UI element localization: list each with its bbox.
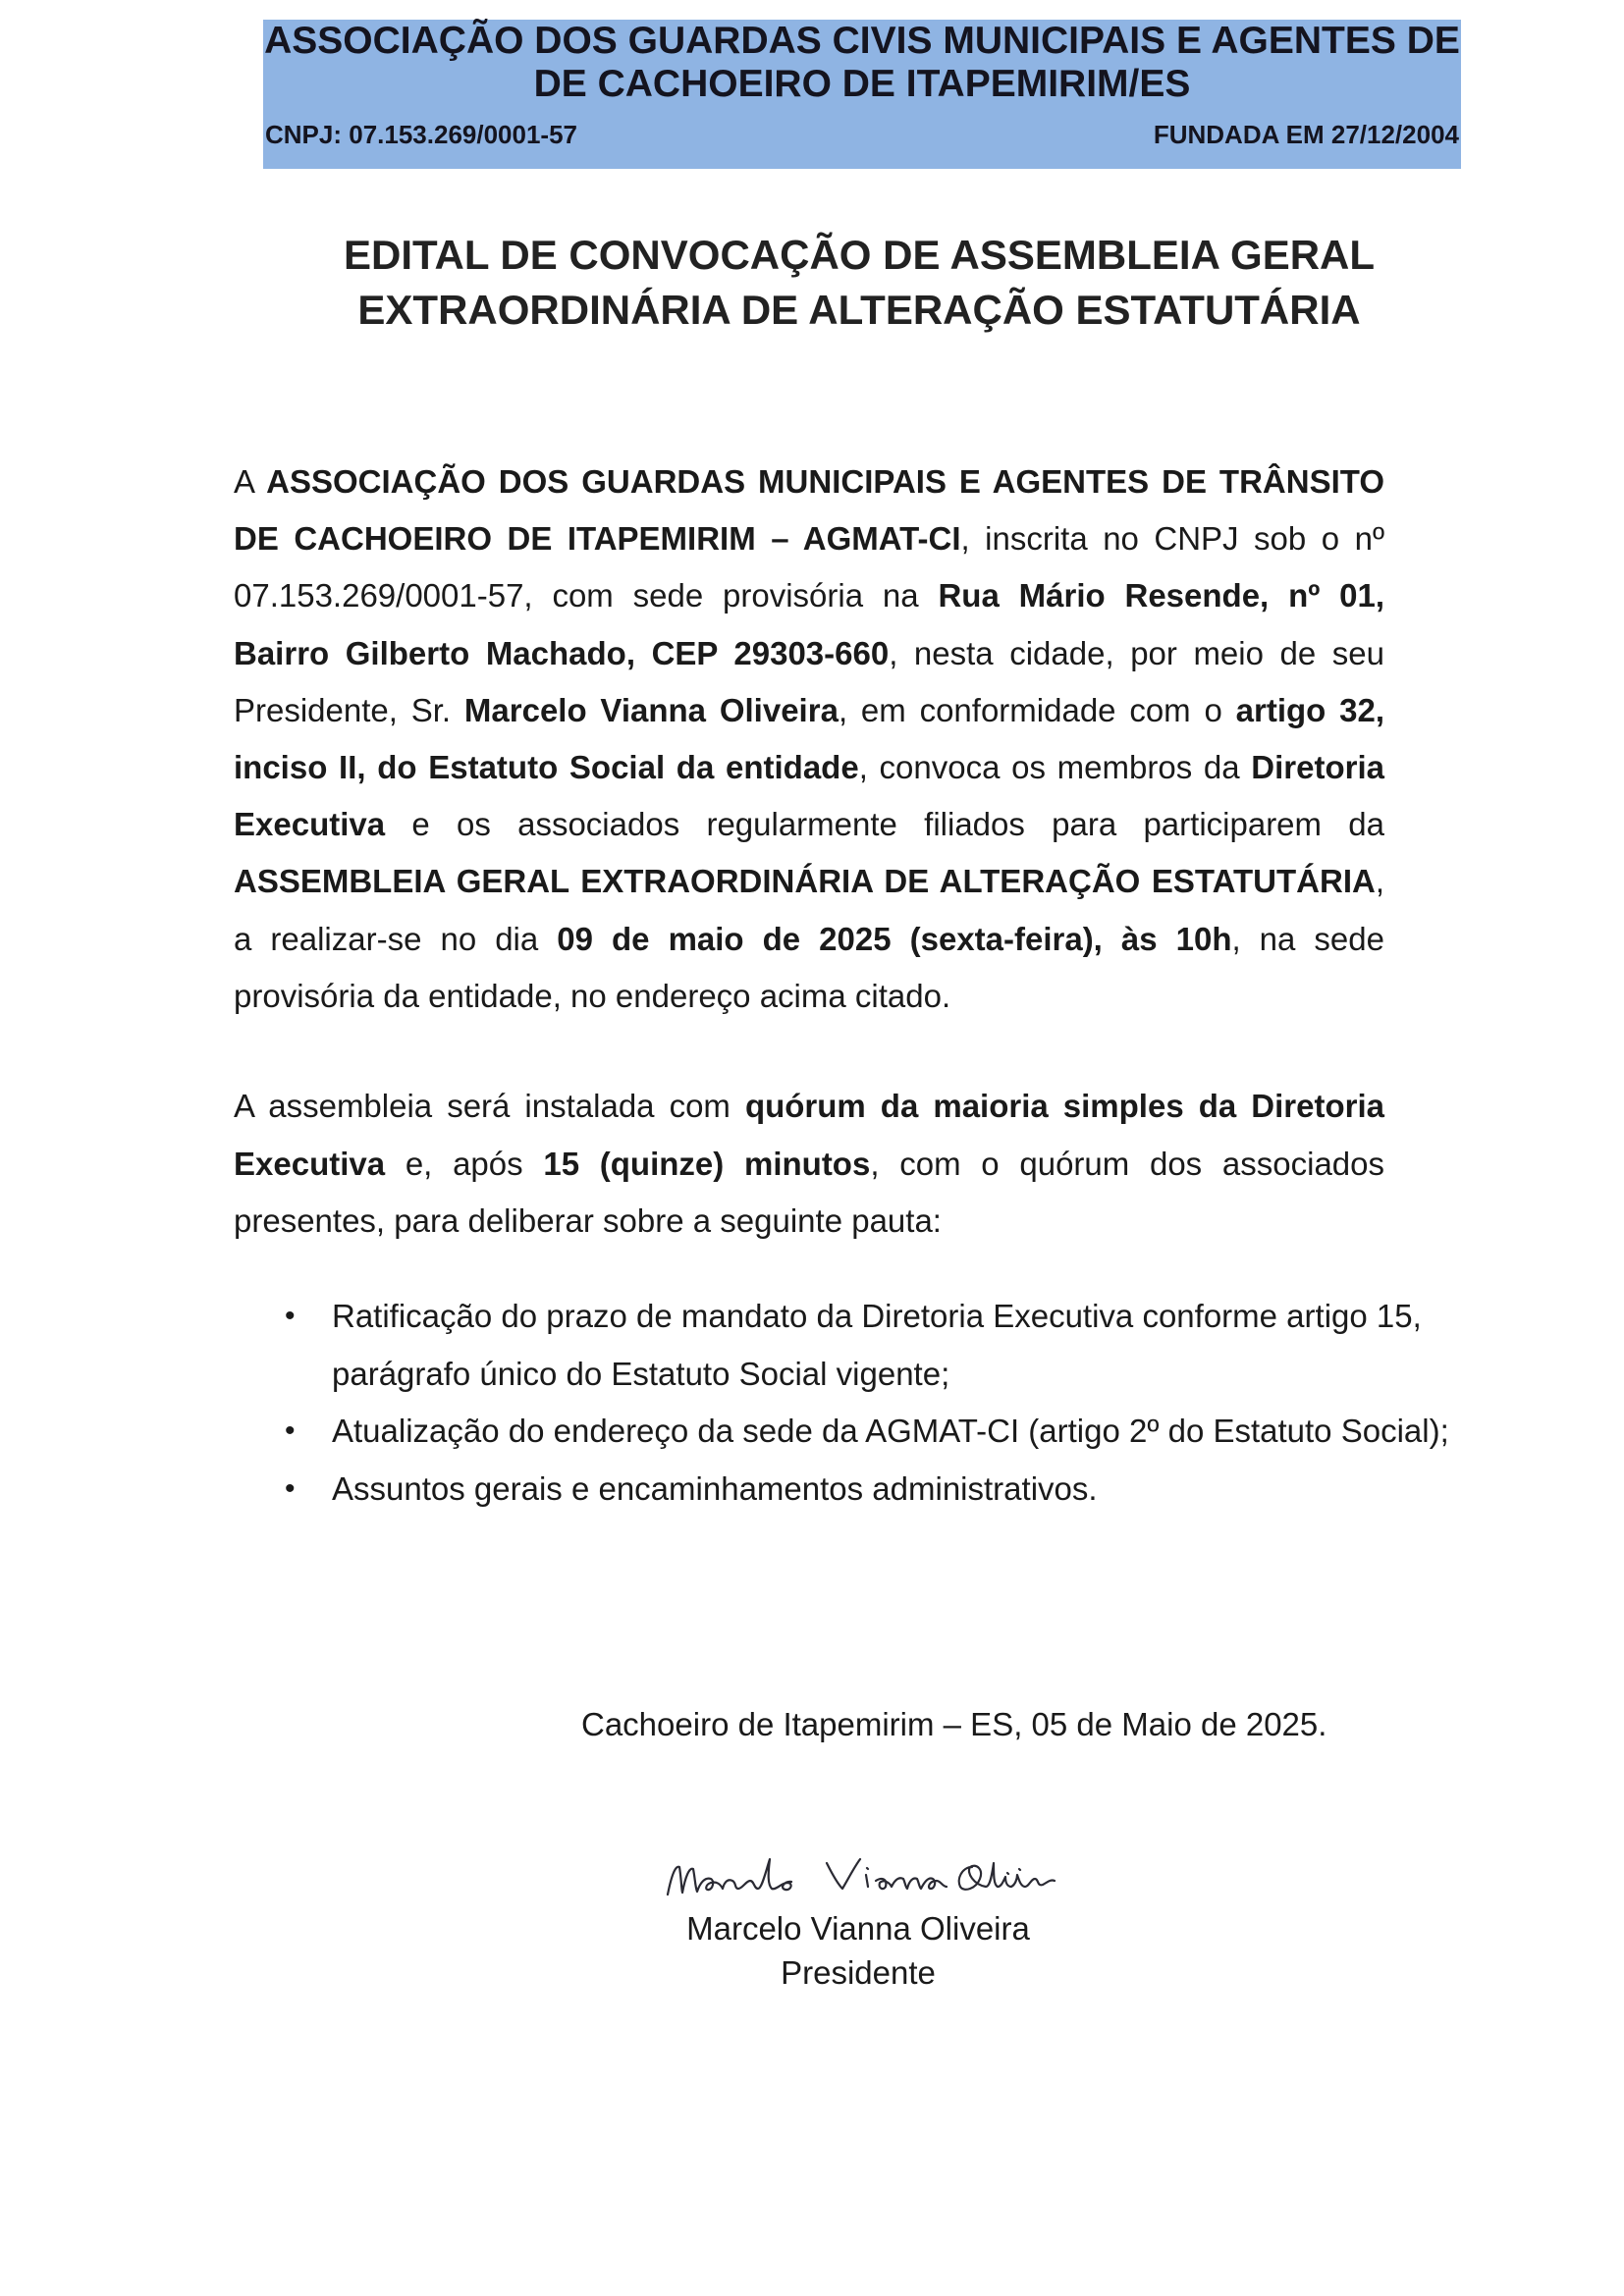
body-text: , convoca os membros da [858, 749, 1252, 786]
body-text: A assembleia será instalada com [234, 1088, 745, 1124]
emphasized-text: quórum da maioria simples da Diretoria Executiva [234, 1088, 1384, 1182]
emphasized-text: ASSOCIAÇÃO DOS GUARDAS MUNICIPAIS E AGENTES DE TRÂNSITO DE CACHOEIRO DE ITAPEMIRIM – AGMAT-CI [234, 463, 1384, 558]
emphasized-text: Rua Mário Resende, nº 01, Bairro Gilberto Machado, CEP 29303-660 [234, 577, 1384, 671]
agenda-item [234, 1461, 1608, 1519]
body-text: e os associados regularmente filiados para participarem da [385, 806, 1384, 843]
quorum-paragraph [234, 1078, 1384, 1251]
body-text: , nesta cidade, por meio de seu Presidente, Sr. [234, 634, 1384, 728]
emphasized-text: Diretoria Executiva [234, 749, 1384, 843]
document-title-line-1: EDITAL DE CONVOCAÇÃO DE ASSEMBLEIA GERAL [343, 232, 1376, 278]
body-text: , na sede provisória da entidade, no endereço acima citado. [234, 920, 1384, 1014]
header-banner [263, 20, 1461, 169]
body-text: , inscrita no CNPJ sob o nº 07.153.269/0001-57, com sede provisória na [234, 520, 1384, 614]
organization-name: ASSOCIAÇÃO DOS GUARDAS CIVIS MUNICIPAIS E AGENTES DE DE CACHOEIRO DE ITAPEMIRIM/ES [264, 20, 1460, 105]
emphasized-text: Marcelo Vianna Oliveira [463, 691, 839, 728]
emphasized-text: 15 (quinze) minutos [543, 1145, 871, 1182]
signer-name: Marcelo Vianna Oliveira [686, 1910, 1030, 1947]
founded-date: FUNDADA EM 27/12/2004 [1153, 120, 1459, 149]
agenda-item-text-continued: parágrafo único do Estatuto Social vigente; [332, 1355, 950, 1392]
agenda-list [234, 1288, 1608, 1518]
emphasized-text: ASSEMBLEIA GERAL EXTRAORDINÁRIA DE ALTERAÇÃO ESTATUTÁRIA [234, 863, 1376, 900]
bullet-icon: • [285, 1300, 296, 1332]
body-text: , a realizar-se no dia [234, 863, 1384, 957]
body-text: e, após [385, 1145, 544, 1182]
body-text: , em conformidade com o [838, 691, 1236, 728]
body-text: , com o quórum dos associados presentes, para deliberar sobre a seguinte pauta: [234, 1145, 1385, 1239]
header-meta-row [265, 120, 1459, 150]
bullet-icon: • [285, 1471, 296, 1505]
bullet-icon: • [285, 1415, 296, 1447]
emphasized-text: artigo 32, inciso II, do Estatuto Social da entidade [234, 691, 1385, 786]
document-title [236, 228, 1483, 338]
body-text: A [234, 463, 267, 500]
cnpj-label: CNPJ: 07.153.269/0001-57 [265, 120, 578, 149]
agenda-item-text: Assuntos gerais e encaminhamentos administrativos. [332, 1469, 1098, 1507]
handwritten-signature [660, 1845, 1060, 1904]
agenda-item-text: Ratificação do prazo de mandato da Diretoria Executiva conforme artigo 15, [332, 1298, 1422, 1334]
emphasized-text: 09 de maio de 2025 (sexta-feira), às 10h [557, 920, 1232, 957]
convocation-paragraph [234, 454, 1384, 1025]
signer-role: Presidente [781, 1954, 936, 1991]
agenda-item [234, 1403, 1608, 1461]
agenda-item-text: Atualização do endereço da sede da AGMAT-CI (artigo 2º do Estatuto Social); [332, 1413, 1449, 1449]
document-title-line-2: EXTRAORDINÁRIA DE ALTERAÇÃO ESTATUTÁRIA [357, 287, 1361, 333]
place-and-date: Cachoeiro de Itapemirim – ES, 05 de Maio de 2025. [581, 1706, 1327, 1742]
agenda-item [234, 1288, 1608, 1403]
